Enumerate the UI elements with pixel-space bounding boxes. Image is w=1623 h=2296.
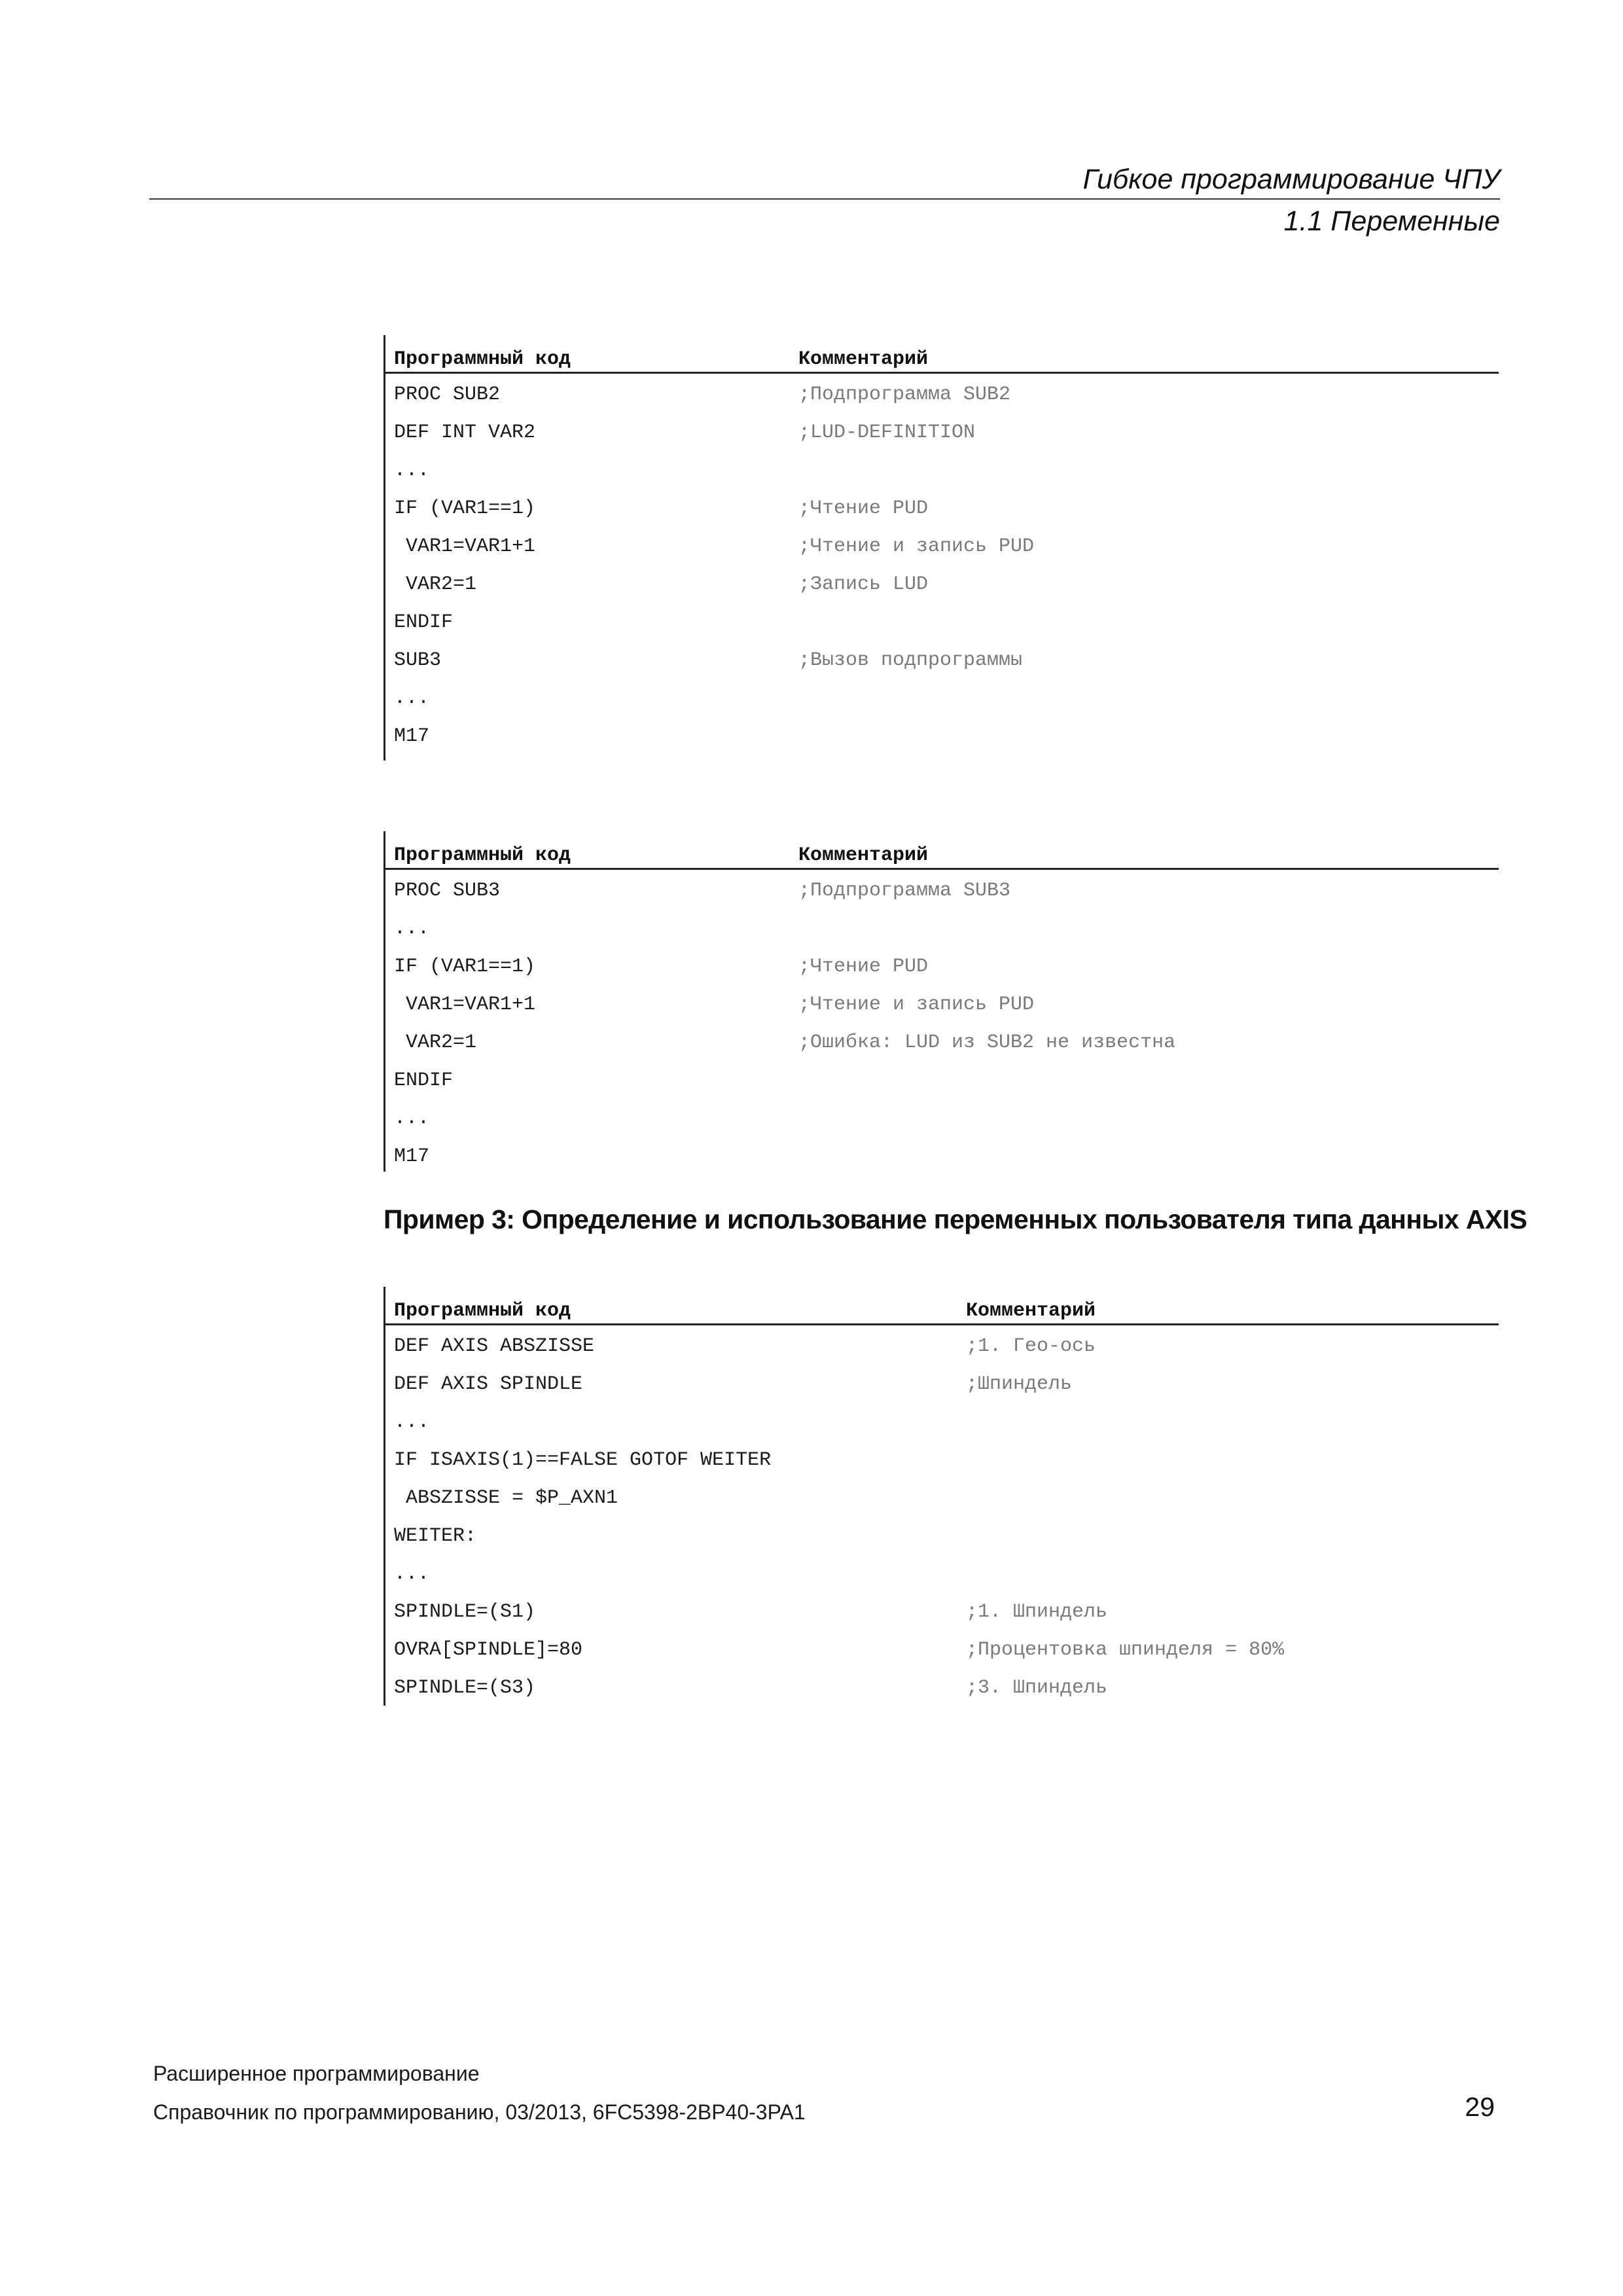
page-number: 29 [1465,2092,1495,2122]
table-row [383,610,1499,648]
code-cell: VAR2=1 [394,573,477,596]
running-header-title: Гибкое программирование ЧПУ [1082,164,1500,195]
comment-cell: ;1. Шпиндель [966,1601,1108,1623]
comment-cell: ;Процентовка шпинделя = 80% [966,1639,1285,1661]
table-row [383,1106,1499,1144]
code-cell: ... [394,1563,430,1585]
table-row [383,1334,1499,1372]
code-cell: VAR2=1 [394,1031,477,1054]
comment-cell: ;LUD-DEFINITION [798,422,976,444]
table-row [383,992,1499,1030]
column-header-code: Программный код [394,1300,571,1322]
comment-cell: ;Ошибка: LUD из SUB2 не известна [798,1031,1176,1054]
column-header-comment: Комментарий [798,844,929,867]
table-row [383,1372,1499,1410]
table-row [383,916,1499,954]
column-header-comment: Комментарий [966,1300,1096,1322]
code-cell: ENDIF [394,1069,454,1092]
table-row [383,1030,1499,1068]
table-row [383,1448,1499,1486]
table-header-rule [383,868,1499,870]
code-cell: M17 [394,1145,430,1168]
footer-manual-title: Расширенное программирование [153,2062,480,2085]
comment-cell: ;3. Шпиндель [966,1677,1108,1699]
code-cell: DEF INT VAR2 [394,422,536,444]
code-cell: IF (VAR1==1) [394,956,536,978]
table-row [383,1638,1499,1676]
code-cell: SPINDLE=(S1) [394,1601,536,1623]
comment-cell: ;1. Гео-ось [966,1335,1096,1357]
footer-manual-reference: Справочник по программированию, 03/2013, 6FC5398-2BP40-3PA1 [153,2100,806,2124]
table-row [383,420,1499,458]
table-header-rule [383,1323,1499,1325]
code-cell: PROC SUB2 [394,384,501,406]
code-cell: ... [394,1107,430,1130]
column-header-code: Программный код [394,348,571,370]
table-row [383,496,1499,534]
code-cell: VAR1=VAR1+1 [394,535,536,558]
code-cell: SPINDLE=(S3) [394,1677,536,1699]
code-cell: SUB3 [394,649,442,672]
table-row [383,878,1499,916]
table-row [383,1144,1499,1182]
column-header-code: Программный код [394,844,571,867]
code-cell: IF (VAR1==1) [394,497,536,520]
comment-cell: ;Подпрограмма SUB2 [798,384,1011,406]
code-cell: ... [394,1411,430,1433]
code-cell: M17 [394,725,430,747]
table-row [383,648,1499,686]
comment-cell: ;Шпиндель [966,1373,1073,1395]
comment-cell: ;Подпрограмма SUB3 [798,880,1011,902]
comment-cell: ;Чтение и запись PUD [798,535,1035,558]
code-cell: DEF AXIS SPINDLE [394,1373,583,1395]
code-table-sub3 [383,831,1499,1172]
comment-cell: ;Чтение PUD [798,956,929,978]
code-table-axis [383,1287,1499,1706]
table-row [383,1562,1499,1600]
table-row [383,458,1499,496]
code-cell: WEITER: [394,1525,477,1547]
table-row [383,724,1499,762]
table-row [383,954,1499,992]
table-header-rule [383,372,1499,374]
header-rule [149,198,1500,200]
table-row [383,1068,1499,1106]
code-cell: PROC SUB3 [394,880,501,902]
code-cell: ... [394,687,430,709]
table-row [383,1676,1499,1713]
table-row [383,534,1499,572]
code-cell: IF ISAXIS(1)==FALSE GOTOF WEITER [394,1449,772,1471]
table-row [383,686,1499,724]
running-header-section: 1.1 Переменные [1283,206,1500,237]
code-cell: ENDIF [394,611,454,634]
code-cell: DEF AXIS ABSZISSE [394,1335,595,1357]
comment-cell: ;Чтение PUD [798,497,929,520]
table-row [383,1524,1499,1562]
code-cell: VAR1=VAR1+1 [394,994,536,1016]
comment-cell: ;Запись LUD [798,573,929,596]
code-table-sub2 [383,335,1499,761]
code-cell: ... [394,918,430,940]
comment-cell: ;Чтение и запись PUD [798,994,1035,1016]
column-header-comment: Комментарий [798,348,929,370]
example-3-heading: Пример 3: Определение и использование переменных пользователя типа данных AXIS [383,1204,1527,1234]
table-row [383,1410,1499,1448]
comment-cell: ;Вызов подпрограммы [798,649,1023,672]
code-cell: ... [394,459,430,482]
table-row [383,382,1499,420]
table-row [383,1486,1499,1524]
code-cell: OVRA[SPINDLE]=80 [394,1639,583,1661]
table-row [383,1600,1499,1638]
table-row [383,572,1499,610]
code-cell: ABSZISSE = $P_AXN1 [394,1487,618,1509]
